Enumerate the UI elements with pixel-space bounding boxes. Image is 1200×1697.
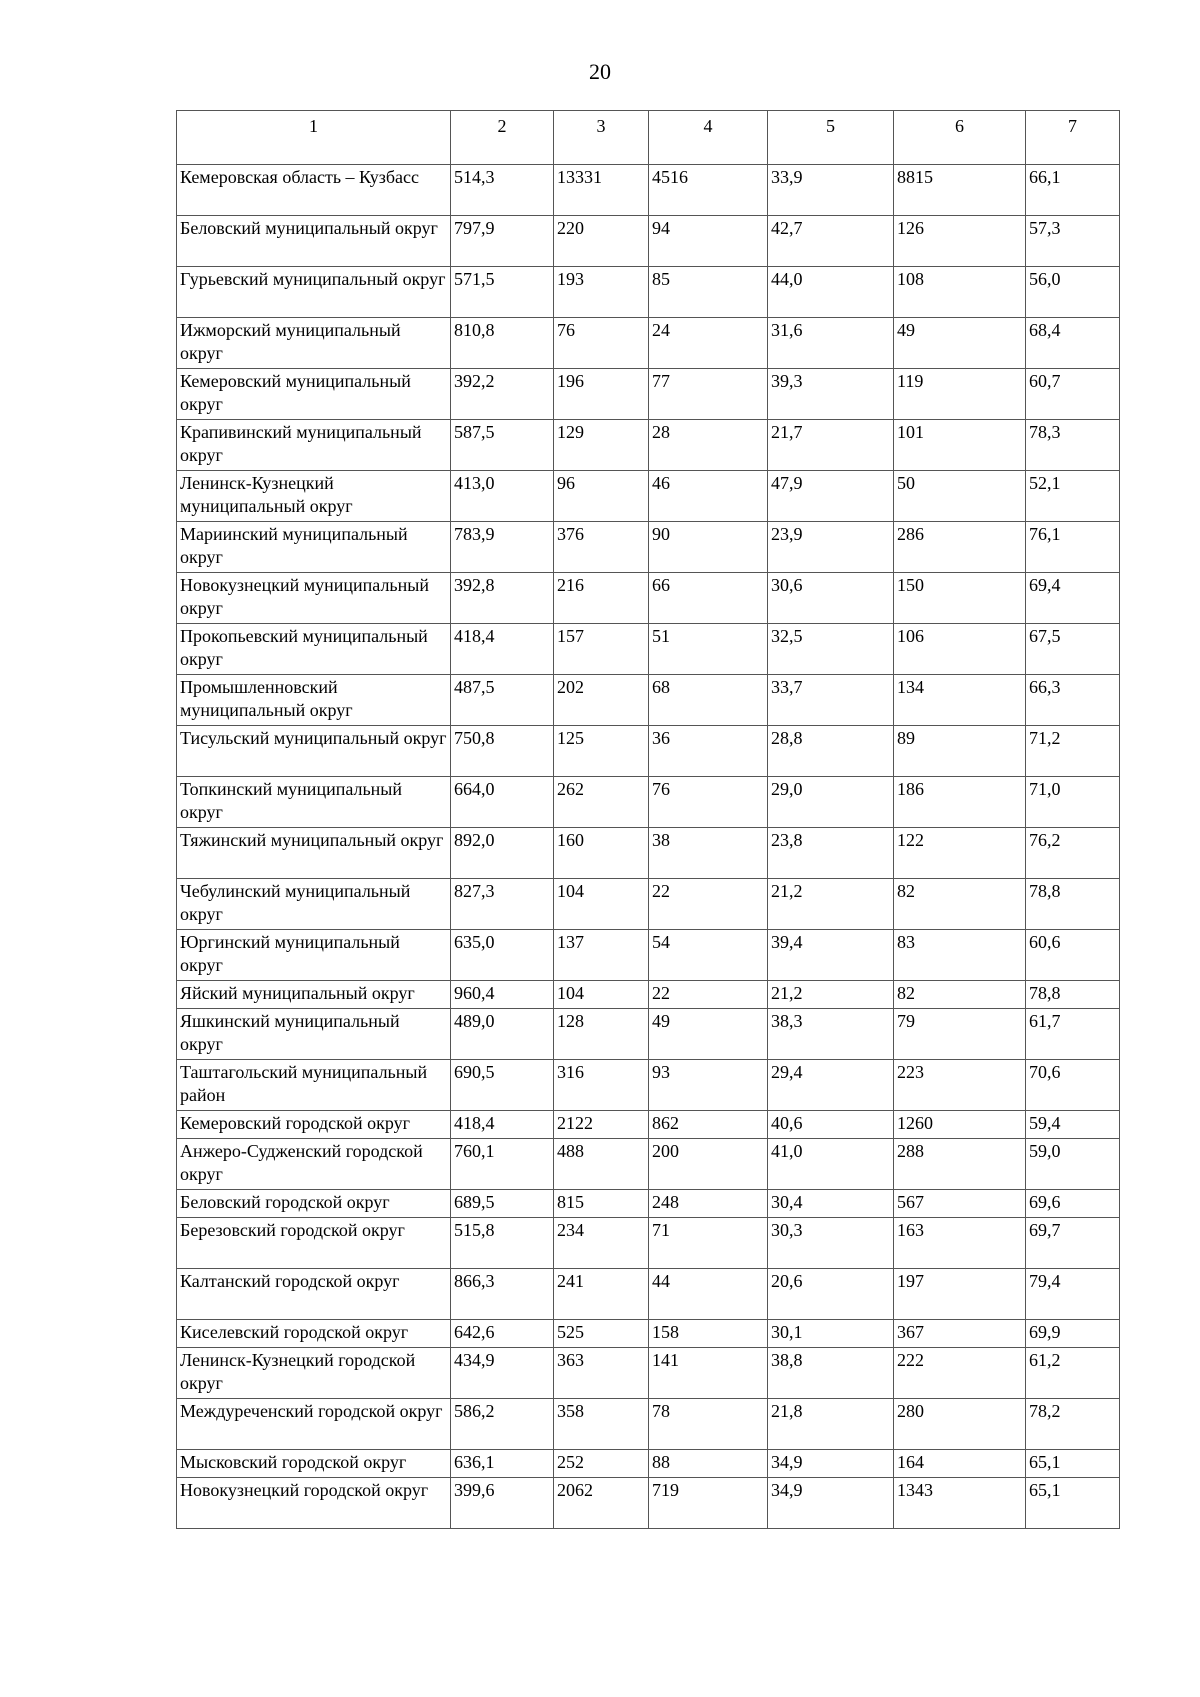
table-row xyxy=(177,624,1120,675)
value-cell-col-7: 59,4 xyxy=(1026,1111,1120,1139)
value-cell-col-2: 690,5 xyxy=(451,1060,554,1111)
value-cell-col-4: 54 xyxy=(649,930,768,981)
region-name-cell: Тяжинский муниципальный округ xyxy=(177,828,451,879)
value-cell-col-2: 418,4 xyxy=(451,1111,554,1139)
value-cell-col-3: 241 xyxy=(554,1269,649,1320)
value-cell-col-3: 216 xyxy=(554,573,649,624)
value-cell-col-4: 78 xyxy=(649,1399,768,1450)
region-name-cell: Беловский муниципальный округ xyxy=(177,216,451,267)
value-cell-col-3: 96 xyxy=(554,471,649,522)
table-row xyxy=(177,1269,1120,1320)
value-cell-col-6: 186 xyxy=(894,777,1026,828)
value-cell-col-2: 810,8 xyxy=(451,318,554,369)
value-cell-col-5: 38,8 xyxy=(768,1348,894,1399)
value-cell-col-5: 21,2 xyxy=(768,981,894,1009)
table-row xyxy=(177,726,1120,777)
column-header-2: 2 xyxy=(451,111,554,165)
value-cell-col-2: 487,5 xyxy=(451,675,554,726)
region-name-cell: Яйский муниципальный округ xyxy=(177,981,451,1009)
value-cell-col-5: 47,9 xyxy=(768,471,894,522)
value-cell-col-5: 21,7 xyxy=(768,420,894,471)
value-cell-col-2: 866,3 xyxy=(451,1269,554,1320)
region-name-cell: Калтанский городской округ xyxy=(177,1269,451,1320)
value-cell-col-4: 77 xyxy=(649,369,768,420)
value-cell-col-4: 200 xyxy=(649,1139,768,1190)
table-row xyxy=(177,1320,1120,1348)
value-cell-col-6: 280 xyxy=(894,1399,1026,1450)
value-cell-col-7: 60,6 xyxy=(1026,930,1120,981)
table-row xyxy=(177,522,1120,573)
column-header-1: 1 xyxy=(177,111,451,165)
table-row xyxy=(177,1060,1120,1111)
value-cell-col-6: 1260 xyxy=(894,1111,1026,1139)
value-cell-col-6: 286 xyxy=(894,522,1026,573)
value-cell-col-5: 40,6 xyxy=(768,1111,894,1139)
value-cell-col-3: 160 xyxy=(554,828,649,879)
value-cell-col-7: 71,0 xyxy=(1026,777,1120,828)
value-cell-col-6: 122 xyxy=(894,828,1026,879)
value-cell-col-7: 66,3 xyxy=(1026,675,1120,726)
region-name-cell: Прокопьевский муниципальный округ xyxy=(177,624,451,675)
value-cell-col-3: 815 xyxy=(554,1190,649,1218)
value-cell-col-3: 76 xyxy=(554,318,649,369)
table-row xyxy=(177,1218,1120,1269)
value-cell-col-2: 635,0 xyxy=(451,930,554,981)
region-name-cell: Гурьевский муниципальный округ xyxy=(177,267,451,318)
value-cell-col-3: 104 xyxy=(554,981,649,1009)
column-header-5: 5 xyxy=(768,111,894,165)
value-cell-col-3: 2122 xyxy=(554,1111,649,1139)
value-cell-col-7: 66,1 xyxy=(1026,165,1120,216)
value-cell-col-5: 20,6 xyxy=(768,1269,894,1320)
value-cell-col-7: 57,3 xyxy=(1026,216,1120,267)
value-cell-col-4: 66 xyxy=(649,573,768,624)
value-cell-col-6: 164 xyxy=(894,1450,1026,1478)
value-cell-col-3: 137 xyxy=(554,930,649,981)
value-cell-col-2: 636,1 xyxy=(451,1450,554,1478)
region-name-cell: Юргинский муниципальный округ xyxy=(177,930,451,981)
data-table xyxy=(176,110,1120,1529)
value-cell-col-4: 88 xyxy=(649,1450,768,1478)
value-cell-col-6: 367 xyxy=(894,1320,1026,1348)
value-cell-col-3: 104 xyxy=(554,879,649,930)
value-cell-col-2: 514,3 xyxy=(451,165,554,216)
value-cell-col-4: 248 xyxy=(649,1190,768,1218)
value-cell-col-4: 28 xyxy=(649,420,768,471)
value-cell-col-5: 30,1 xyxy=(768,1320,894,1348)
value-cell-col-7: 56,0 xyxy=(1026,267,1120,318)
value-cell-col-6: 106 xyxy=(894,624,1026,675)
value-cell-col-7: 76,2 xyxy=(1026,828,1120,879)
value-cell-col-6: 108 xyxy=(894,267,1026,318)
region-name-cell: Ижморский муниципальный округ xyxy=(177,318,451,369)
value-cell-col-4: 51 xyxy=(649,624,768,675)
value-cell-col-5: 23,8 xyxy=(768,828,894,879)
value-cell-col-5: 32,5 xyxy=(768,624,894,675)
table-body xyxy=(177,165,1120,1529)
table-header xyxy=(177,111,1120,165)
value-cell-col-6: 79 xyxy=(894,1009,1026,1060)
value-cell-col-7: 60,7 xyxy=(1026,369,1120,420)
value-cell-col-4: 862 xyxy=(649,1111,768,1139)
value-cell-col-2: 434,9 xyxy=(451,1348,554,1399)
region-name-cell: Междуреченский городской округ xyxy=(177,1399,451,1450)
value-cell-col-6: 49 xyxy=(894,318,1026,369)
value-cell-col-3: 128 xyxy=(554,1009,649,1060)
value-cell-col-6: 222 xyxy=(894,1348,1026,1399)
table-row xyxy=(177,216,1120,267)
value-cell-col-2: 392,2 xyxy=(451,369,554,420)
table-row xyxy=(177,1450,1120,1478)
table-row xyxy=(177,420,1120,471)
value-cell-col-5: 42,7 xyxy=(768,216,894,267)
value-cell-col-6: 119 xyxy=(894,369,1026,420)
table-row xyxy=(177,471,1120,522)
region-name-cell: Яшкинский муниципальный округ xyxy=(177,1009,451,1060)
value-cell-col-6: 82 xyxy=(894,981,1026,1009)
region-name-cell: Новокузнецкий муниципальный округ xyxy=(177,573,451,624)
value-cell-col-4: 38 xyxy=(649,828,768,879)
value-cell-col-2: 892,0 xyxy=(451,828,554,879)
table-row xyxy=(177,1111,1120,1139)
value-cell-col-4: 71 xyxy=(649,1218,768,1269)
value-cell-col-5: 23,9 xyxy=(768,522,894,573)
value-cell-col-2: 413,0 xyxy=(451,471,554,522)
value-cell-col-7: 59,0 xyxy=(1026,1139,1120,1190)
table-row xyxy=(177,267,1120,318)
value-cell-col-3: 125 xyxy=(554,726,649,777)
value-cell-col-2: 418,4 xyxy=(451,624,554,675)
table-row xyxy=(177,165,1120,216)
value-cell-col-3: 2062 xyxy=(554,1478,649,1529)
value-cell-col-2: 664,0 xyxy=(451,777,554,828)
value-cell-col-3: 220 xyxy=(554,216,649,267)
value-cell-col-5: 30,3 xyxy=(768,1218,894,1269)
value-cell-col-5: 41,0 xyxy=(768,1139,894,1190)
value-cell-col-5: 34,9 xyxy=(768,1478,894,1529)
table-row xyxy=(177,1478,1120,1529)
region-name-cell: Ленинск-Кузнецкий городской округ xyxy=(177,1348,451,1399)
value-cell-col-3: 363 xyxy=(554,1348,649,1399)
value-cell-col-6: 150 xyxy=(894,573,1026,624)
value-cell-col-5: 21,8 xyxy=(768,1399,894,1450)
value-cell-col-5: 21,2 xyxy=(768,879,894,930)
column-header-4: 4 xyxy=(649,111,768,165)
region-name-cell: Таштагольский муниципальный район xyxy=(177,1060,451,1111)
value-cell-col-2: 489,0 xyxy=(451,1009,554,1060)
table-row xyxy=(177,1009,1120,1060)
value-cell-col-6: 126 xyxy=(894,216,1026,267)
value-cell-col-4: 44 xyxy=(649,1269,768,1320)
value-cell-col-6: 8815 xyxy=(894,165,1026,216)
value-cell-col-2: 642,6 xyxy=(451,1320,554,1348)
table-row xyxy=(177,828,1120,879)
value-cell-col-7: 78,2 xyxy=(1026,1399,1120,1450)
value-cell-col-2: 760,1 xyxy=(451,1139,554,1190)
value-cell-col-4: 24 xyxy=(649,318,768,369)
value-cell-col-4: 68 xyxy=(649,675,768,726)
page-number: 20 xyxy=(589,59,611,84)
region-name-cell: Чебулинский муниципальный округ xyxy=(177,879,451,930)
value-cell-col-7: 67,5 xyxy=(1026,624,1120,675)
value-cell-col-3: 488 xyxy=(554,1139,649,1190)
table-row xyxy=(177,675,1120,726)
value-cell-col-7: 61,7 xyxy=(1026,1009,1120,1060)
value-cell-col-7: 78,3 xyxy=(1026,420,1120,471)
value-cell-col-3: 157 xyxy=(554,624,649,675)
table-row xyxy=(177,1190,1120,1218)
value-cell-col-3: 358 xyxy=(554,1399,649,1450)
value-cell-col-5: 30,6 xyxy=(768,573,894,624)
column-header-6: 6 xyxy=(894,111,1026,165)
value-cell-col-5: 28,8 xyxy=(768,726,894,777)
header-row xyxy=(177,111,1120,165)
region-name-cell: Ленинск-Кузнецкий муниципальный округ xyxy=(177,471,451,522)
value-cell-col-3: 525 xyxy=(554,1320,649,1348)
region-name-cell: Беловский городской округ xyxy=(177,1190,451,1218)
value-cell-col-7: 61,2 xyxy=(1026,1348,1120,1399)
value-cell-col-5: 39,3 xyxy=(768,369,894,420)
value-cell-col-3: 234 xyxy=(554,1218,649,1269)
value-cell-col-7: 68,4 xyxy=(1026,318,1120,369)
value-cell-col-7: 76,1 xyxy=(1026,522,1120,573)
value-cell-col-3: 262 xyxy=(554,777,649,828)
value-cell-col-2: 783,9 xyxy=(451,522,554,573)
value-cell-col-6: 1343 xyxy=(894,1478,1026,1529)
value-cell-col-3: 13331 xyxy=(554,165,649,216)
value-cell-col-7: 69,9 xyxy=(1026,1320,1120,1348)
value-cell-col-3: 193 xyxy=(554,267,649,318)
region-name-cell: Новокузнецкий городской округ xyxy=(177,1478,451,1529)
region-name-cell: Березовский городской округ xyxy=(177,1218,451,1269)
value-cell-col-5: 31,6 xyxy=(768,318,894,369)
table-row xyxy=(177,1348,1120,1399)
value-cell-col-3: 196 xyxy=(554,369,649,420)
table-row xyxy=(177,318,1120,369)
value-cell-col-6: 50 xyxy=(894,471,1026,522)
value-cell-col-4: 719 xyxy=(649,1478,768,1529)
table-row xyxy=(177,1399,1120,1450)
column-header-3: 3 xyxy=(554,111,649,165)
value-cell-col-4: 49 xyxy=(649,1009,768,1060)
value-cell-col-3: 316 xyxy=(554,1060,649,1111)
region-name-cell: Тисульский муниципальный округ xyxy=(177,726,451,777)
value-cell-col-5: 44,0 xyxy=(768,267,894,318)
value-cell-col-7: 69,6 xyxy=(1026,1190,1120,1218)
value-cell-col-2: 399,6 xyxy=(451,1478,554,1529)
value-cell-col-6: 197 xyxy=(894,1269,1026,1320)
value-cell-col-4: 158 xyxy=(649,1320,768,1348)
value-cell-col-4: 94 xyxy=(649,216,768,267)
value-cell-col-5: 29,4 xyxy=(768,1060,894,1111)
value-cell-col-2: 392,8 xyxy=(451,573,554,624)
table-row xyxy=(177,573,1120,624)
region-name-cell: Кемеровский муниципальный округ xyxy=(177,369,451,420)
value-cell-col-6: 89 xyxy=(894,726,1026,777)
value-cell-col-4: 36 xyxy=(649,726,768,777)
value-cell-col-2: 586,2 xyxy=(451,1399,554,1450)
value-cell-col-4: 141 xyxy=(649,1348,768,1399)
value-cell-col-6: 223 xyxy=(894,1060,1026,1111)
value-cell-col-5: 39,4 xyxy=(768,930,894,981)
value-cell-col-4: 22 xyxy=(649,981,768,1009)
value-cell-col-5: 30,4 xyxy=(768,1190,894,1218)
table-row xyxy=(177,981,1120,1009)
value-cell-col-7: 69,4 xyxy=(1026,573,1120,624)
value-cell-col-7: 52,1 xyxy=(1026,471,1120,522)
region-name-cell: Кемеровская область – Кузбасс xyxy=(177,165,451,216)
table-row xyxy=(177,1139,1120,1190)
value-cell-col-3: 129 xyxy=(554,420,649,471)
value-cell-col-4: 85 xyxy=(649,267,768,318)
region-name-cell: Мысковский городской округ xyxy=(177,1450,451,1478)
table-row xyxy=(177,930,1120,981)
value-cell-col-4: 93 xyxy=(649,1060,768,1111)
region-name-cell: Крапивинский муниципальный округ xyxy=(177,420,451,471)
value-cell-col-2: 750,8 xyxy=(451,726,554,777)
value-cell-col-4: 90 xyxy=(649,522,768,573)
value-cell-col-2: 515,8 xyxy=(451,1218,554,1269)
value-cell-col-2: 827,3 xyxy=(451,879,554,930)
value-cell-col-5: 29,0 xyxy=(768,777,894,828)
column-header-7: 7 xyxy=(1026,111,1120,165)
value-cell-col-6: 134 xyxy=(894,675,1026,726)
value-cell-col-3: 376 xyxy=(554,522,649,573)
region-name-cell: Промышленновский муниципальный округ xyxy=(177,675,451,726)
region-name-cell: Анжеро-Судженский городской округ xyxy=(177,1139,451,1190)
value-cell-col-3: 252 xyxy=(554,1450,649,1478)
region-name-cell: Кемеровский городской округ xyxy=(177,1111,451,1139)
table-row xyxy=(177,879,1120,930)
value-cell-col-4: 46 xyxy=(649,471,768,522)
value-cell-col-7: 69,7 xyxy=(1026,1218,1120,1269)
value-cell-col-2: 960,4 xyxy=(451,981,554,1009)
region-name-cell: Топкинский муниципальный округ xyxy=(177,777,451,828)
table-row xyxy=(177,369,1120,420)
value-cell-col-6: 101 xyxy=(894,420,1026,471)
value-cell-col-6: 288 xyxy=(894,1139,1026,1190)
value-cell-col-7: 71,2 xyxy=(1026,726,1120,777)
value-cell-col-5: 38,3 xyxy=(768,1009,894,1060)
value-cell-col-6: 82 xyxy=(894,879,1026,930)
value-cell-col-6: 567 xyxy=(894,1190,1026,1218)
value-cell-col-2: 571,5 xyxy=(451,267,554,318)
region-name-cell: Киселевский городской округ xyxy=(177,1320,451,1348)
value-cell-col-4: 4516 xyxy=(649,165,768,216)
value-cell-col-7: 78,8 xyxy=(1026,981,1120,1009)
value-cell-col-4: 76 xyxy=(649,777,768,828)
table-row xyxy=(177,777,1120,828)
value-cell-col-5: 34,9 xyxy=(768,1450,894,1478)
region-name-cell: Мариинский муниципальный округ xyxy=(177,522,451,573)
value-cell-col-4: 22 xyxy=(649,879,768,930)
value-cell-col-7: 70,6 xyxy=(1026,1060,1120,1111)
value-cell-col-7: 65,1 xyxy=(1026,1478,1120,1529)
value-cell-col-2: 689,5 xyxy=(451,1190,554,1218)
value-cell-col-7: 78,8 xyxy=(1026,879,1120,930)
value-cell-col-7: 65,1 xyxy=(1026,1450,1120,1478)
value-cell-col-5: 33,7 xyxy=(768,675,894,726)
value-cell-col-5: 33,9 xyxy=(768,165,894,216)
value-cell-col-2: 797,9 xyxy=(451,216,554,267)
value-cell-col-2: 587,5 xyxy=(451,420,554,471)
value-cell-col-7: 79,4 xyxy=(1026,1269,1120,1320)
value-cell-col-6: 83 xyxy=(894,930,1026,981)
value-cell-col-3: 202 xyxy=(554,675,649,726)
value-cell-col-6: 163 xyxy=(894,1218,1026,1269)
